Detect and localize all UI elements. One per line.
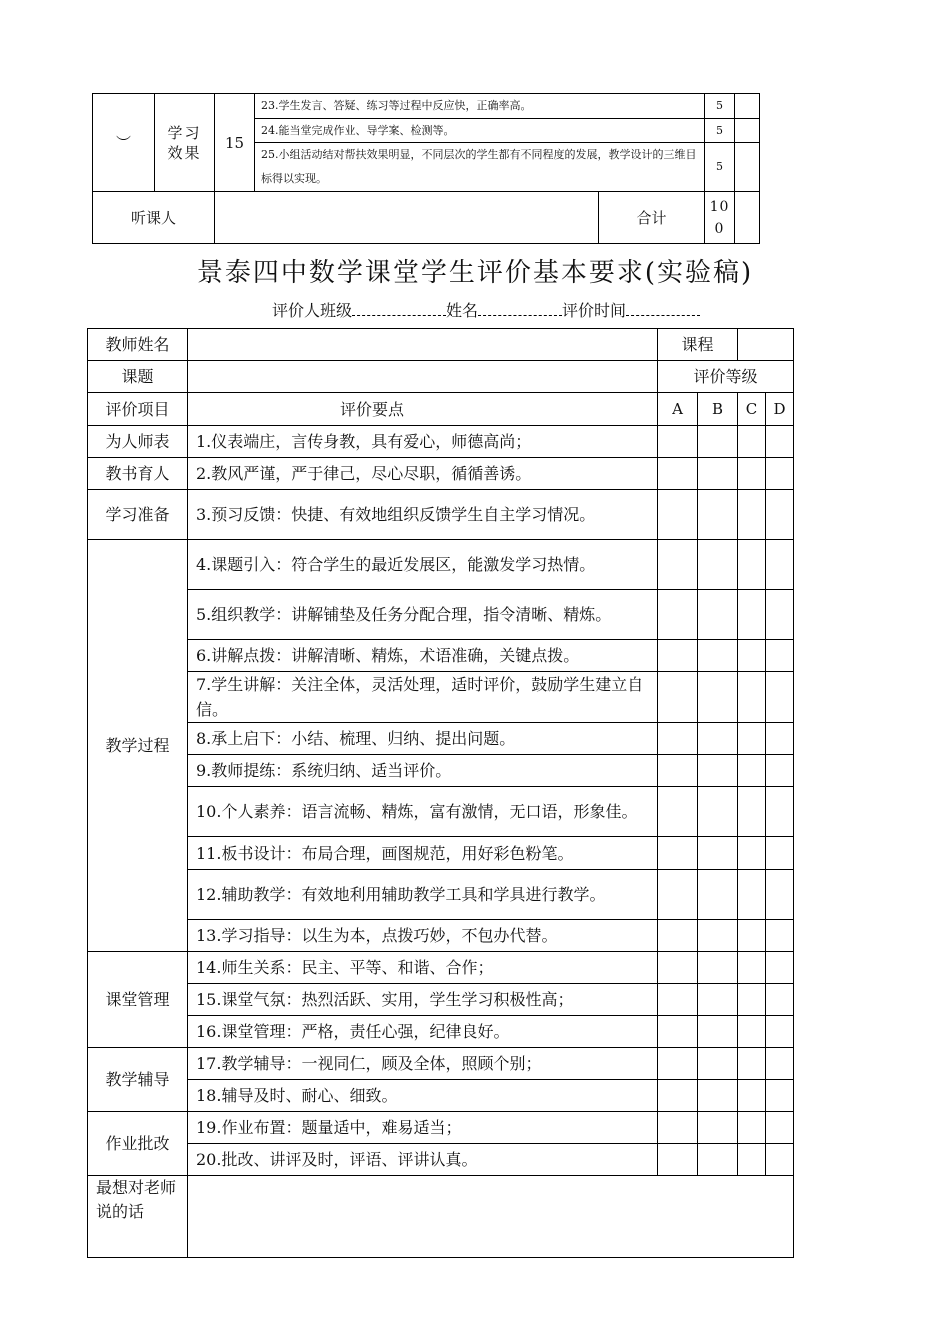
grade-b-cell[interactable] bbox=[698, 952, 738, 984]
time-field[interactable] bbox=[626, 299, 700, 316]
grade-a-cell[interactable] bbox=[658, 1112, 698, 1144]
grade-b-cell[interactable] bbox=[698, 837, 738, 870]
grade-a-cell[interactable] bbox=[658, 1144, 698, 1176]
grade-c-cell[interactable] bbox=[738, 837, 766, 870]
document-title: 景泰四中数学课堂学生评价基本要求(实验稿) bbox=[196, 258, 754, 288]
criterion-text: 19.作业布置：题量适中，难易适当； bbox=[188, 1112, 658, 1144]
grade-a-cell[interactable] bbox=[658, 1016, 698, 1048]
grade-d-cell[interactable] bbox=[766, 723, 794, 755]
grade-b-cell[interactable] bbox=[698, 723, 738, 755]
grade-d-cell[interactable] bbox=[766, 458, 794, 490]
score-24: 5 bbox=[705, 119, 735, 143]
grade-b-cell[interactable] bbox=[698, 1016, 738, 1048]
grade-b-cell[interactable] bbox=[698, 1144, 738, 1176]
grade-c-cell[interactable] bbox=[738, 1144, 766, 1176]
total-label: 合计 bbox=[599, 192, 705, 244]
grade-c-cell[interactable] bbox=[738, 672, 766, 723]
category-label: 教学辅导 bbox=[88, 1048, 188, 1112]
grade-b-header: B bbox=[698, 393, 738, 426]
grade-a-header: A bbox=[658, 393, 698, 426]
name-field[interactable] bbox=[478, 299, 562, 316]
listener-field[interactable] bbox=[215, 192, 599, 244]
criterion-text: 15.课堂气氛：热烈活跃、实用，学生学习积极性高； bbox=[188, 984, 658, 1016]
grade-d-cell[interactable] bbox=[766, 1048, 794, 1080]
grade-a-cell[interactable] bbox=[658, 672, 698, 723]
grade-d-cell[interactable] bbox=[766, 672, 794, 723]
final-comment-field[interactable] bbox=[188, 1176, 794, 1258]
grade-b-cell[interactable] bbox=[698, 1048, 738, 1080]
class-field[interactable] bbox=[352, 299, 446, 316]
grade-d-cell[interactable] bbox=[766, 490, 794, 540]
topic-label: 课题 bbox=[88, 361, 188, 393]
class-label: 评价人班级 bbox=[272, 301, 353, 320]
score-23: 5 bbox=[705, 94, 735, 119]
section-mark: ︶ bbox=[93, 94, 155, 192]
criterion-text: 4.课题引入：符合学生的最近发展区，能激发学习热情。 bbox=[188, 540, 658, 590]
grade-c-cell[interactable] bbox=[738, 490, 766, 540]
criterion-text: 10.个人素养：语言流畅、精炼，富有激情，无口语，形象佳。 bbox=[188, 787, 658, 837]
grade-c-cell[interactable] bbox=[738, 458, 766, 490]
course-label: 课程 bbox=[658, 329, 738, 361]
criterion-text: 13.学习指导：以生为本，点拨巧妙，不包办代替。 bbox=[188, 920, 658, 952]
criterion-25: 25.小组活动结对帮扶效果明显，不同层次的学生都有不同程度的发展，教学设计的三维目标得以实现。 bbox=[255, 143, 705, 192]
listener-label: 听课人 bbox=[93, 192, 215, 244]
criterion-text: 18.辅导及时、耐心、细致。 bbox=[188, 1080, 658, 1112]
grade-d-cell[interactable] bbox=[766, 787, 794, 837]
total-value: 100 bbox=[705, 192, 735, 244]
previous-page-table bbox=[92, 93, 760, 244]
score-blank[interactable] bbox=[735, 119, 760, 143]
category-label: 学习准备 bbox=[88, 490, 188, 540]
criterion-text: 14.师生关系：民主、平等、和谐、合作； bbox=[188, 952, 658, 984]
grade-d-cell[interactable] bbox=[766, 1080, 794, 1112]
grade-header: 评价等级 bbox=[658, 361, 794, 393]
grade-c-cell[interactable] bbox=[738, 1016, 766, 1048]
grade-b-cell[interactable] bbox=[698, 984, 738, 1016]
grade-b-cell[interactable] bbox=[698, 490, 738, 540]
grade-c-header: C bbox=[738, 393, 766, 426]
grade-c-cell[interactable] bbox=[738, 1048, 766, 1080]
grade-b-cell[interactable] bbox=[698, 1080, 738, 1112]
grade-d-header: D bbox=[766, 393, 794, 426]
course-field[interactable] bbox=[738, 329, 794, 361]
grade-d-cell[interactable] bbox=[766, 1144, 794, 1176]
grade-a-cell[interactable] bbox=[658, 1048, 698, 1080]
grade-a-cell[interactable] bbox=[658, 984, 698, 1016]
grade-b-cell[interactable] bbox=[698, 672, 738, 723]
criterion-text: 9.教师提练：系统归纳、适当评价。 bbox=[188, 755, 658, 787]
grade-d-cell[interactable] bbox=[766, 1016, 794, 1048]
evaluation-table bbox=[87, 328, 794, 1258]
grade-d-cell[interactable] bbox=[766, 837, 794, 870]
grade-a-cell[interactable] bbox=[658, 787, 698, 837]
grade-d-cell[interactable] bbox=[766, 540, 794, 590]
criterion-text: 7.学生讲解：关注全体，灵活处理，适时评价，鼓励学生建立自信。 bbox=[188, 672, 658, 723]
teacher-name-field[interactable] bbox=[188, 329, 658, 361]
criterion-text: 3.预习反馈：快捷、有效地组织反馈学生自主学习情况。 bbox=[188, 490, 658, 540]
grade-a-cell[interactable] bbox=[658, 755, 698, 787]
criterion-23: 23.学生发言、答疑、练习等过程中反应快，正确率高。 bbox=[255, 94, 705, 119]
teacher-name-label: 教师姓名 bbox=[88, 329, 188, 361]
grade-d-cell[interactable] bbox=[766, 984, 794, 1016]
grade-b-cell[interactable] bbox=[698, 1112, 738, 1144]
time-label: 评价时间 bbox=[562, 301, 627, 320]
criterion-text: 12.辅助教学：有效地利用辅助教学工具和学具进行教学。 bbox=[188, 870, 658, 920]
criterion-text: 6.讲解点拨：讲解清晰、精炼，术语准确，关键点拨。 bbox=[188, 640, 658, 672]
category-label: 课堂管理 bbox=[88, 952, 188, 1048]
total-blank bbox=[735, 192, 760, 244]
grade-a-cell[interactable] bbox=[658, 458, 698, 490]
grade-c-cell[interactable] bbox=[738, 426, 766, 458]
grade-b-cell[interactable] bbox=[698, 458, 738, 490]
criterion-text: 17.教学辅导：一视同仁，顾及全体，照顾个别； bbox=[188, 1048, 658, 1080]
grade-c-cell[interactable] bbox=[738, 640, 766, 672]
grade-a-cell[interactable] bbox=[658, 640, 698, 672]
grade-c-cell[interactable] bbox=[738, 1080, 766, 1112]
grade-c-cell[interactable] bbox=[738, 920, 766, 952]
grade-a-cell[interactable] bbox=[658, 723, 698, 755]
item-header: 评价项目 bbox=[88, 393, 188, 426]
score-blank[interactable] bbox=[735, 143, 760, 192]
category-points: 15 bbox=[215, 94, 255, 192]
grade-a-cell[interactable] bbox=[658, 920, 698, 952]
criterion-24: 24.能当堂完成作业、导学案、检测等。 bbox=[255, 119, 705, 143]
grade-a-cell[interactable] bbox=[658, 1080, 698, 1112]
criterion-text: 16.课堂管理：严格，责任心强，纪律良好。 bbox=[188, 1016, 658, 1048]
grade-d-cell[interactable] bbox=[766, 952, 794, 984]
grade-d-cell[interactable] bbox=[766, 426, 794, 458]
grade-d-cell[interactable] bbox=[766, 870, 794, 920]
name-label: 姓名 bbox=[446, 301, 479, 320]
grade-c-cell[interactable] bbox=[738, 952, 766, 984]
grade-c-cell[interactable] bbox=[738, 984, 766, 1016]
criterion-text: 20.批改、讲评及时，评语、评讲认真。 bbox=[188, 1144, 658, 1176]
grade-c-cell[interactable] bbox=[738, 787, 766, 837]
criterion-text: 5.组织教学：讲解铺垫及任务分配合理，指令清晰、精炼。 bbox=[188, 590, 658, 640]
grade-d-cell[interactable] bbox=[766, 920, 794, 952]
grade-b-cell[interactable] bbox=[698, 755, 738, 787]
grade-b-cell[interactable] bbox=[698, 787, 738, 837]
grade-d-cell[interactable] bbox=[766, 590, 794, 640]
grade-a-cell[interactable] bbox=[658, 590, 698, 640]
criterion-text: 11.板书设计：布局合理，画图规范，用好彩色粉笔。 bbox=[188, 837, 658, 870]
grade-c-cell[interactable] bbox=[738, 1112, 766, 1144]
score-blank[interactable] bbox=[735, 94, 760, 119]
grade-b-cell[interactable] bbox=[698, 870, 738, 920]
grade-b-cell[interactable] bbox=[698, 540, 738, 590]
grade-d-cell[interactable] bbox=[766, 1112, 794, 1144]
grade-c-cell[interactable] bbox=[738, 870, 766, 920]
grade-a-cell[interactable] bbox=[658, 952, 698, 984]
grade-b-cell[interactable] bbox=[698, 590, 738, 640]
score-25: 5 bbox=[705, 143, 735, 192]
grade-b-cell[interactable] bbox=[698, 426, 738, 458]
criterion-text: 2.教风严谨，严于律己，尽心尽职，循循善诱。 bbox=[188, 458, 658, 490]
grade-c-cell[interactable] bbox=[738, 540, 766, 590]
category-label: 为人师表 bbox=[88, 426, 188, 458]
points-header: 评价要点 bbox=[188, 393, 658, 426]
grade-d-cell[interactable] bbox=[766, 755, 794, 787]
grade-b-cell[interactable] bbox=[698, 920, 738, 952]
topic-field[interactable] bbox=[188, 361, 658, 393]
category-label: 作业批改 bbox=[88, 1112, 188, 1176]
grade-a-cell[interactable] bbox=[658, 540, 698, 590]
evaluator-meta bbox=[272, 298, 700, 321]
grade-c-cell[interactable] bbox=[738, 590, 766, 640]
criterion-text: 1.仪表端庄，言传身教，具有爱心，师德高尚； bbox=[188, 426, 658, 458]
final-comment-label: 最想对老师说的话 bbox=[88, 1176, 188, 1258]
category-learning-effect: 学习效果 bbox=[155, 94, 215, 192]
criterion-text: 8.承上启下：小结、梳理、归纳、提出问题。 bbox=[188, 723, 658, 755]
grade-a-cell[interactable] bbox=[658, 426, 698, 458]
grade-a-cell[interactable] bbox=[658, 837, 698, 870]
grade-a-cell[interactable] bbox=[658, 490, 698, 540]
grade-d-cell[interactable] bbox=[766, 640, 794, 672]
grade-c-cell[interactable] bbox=[738, 723, 766, 755]
grade-b-cell[interactable] bbox=[698, 640, 738, 672]
category-label: 教学过程 bbox=[88, 540, 188, 952]
grade-c-cell[interactable] bbox=[738, 755, 766, 787]
category-label: 教书育人 bbox=[88, 458, 188, 490]
grade-a-cell[interactable] bbox=[658, 870, 698, 920]
